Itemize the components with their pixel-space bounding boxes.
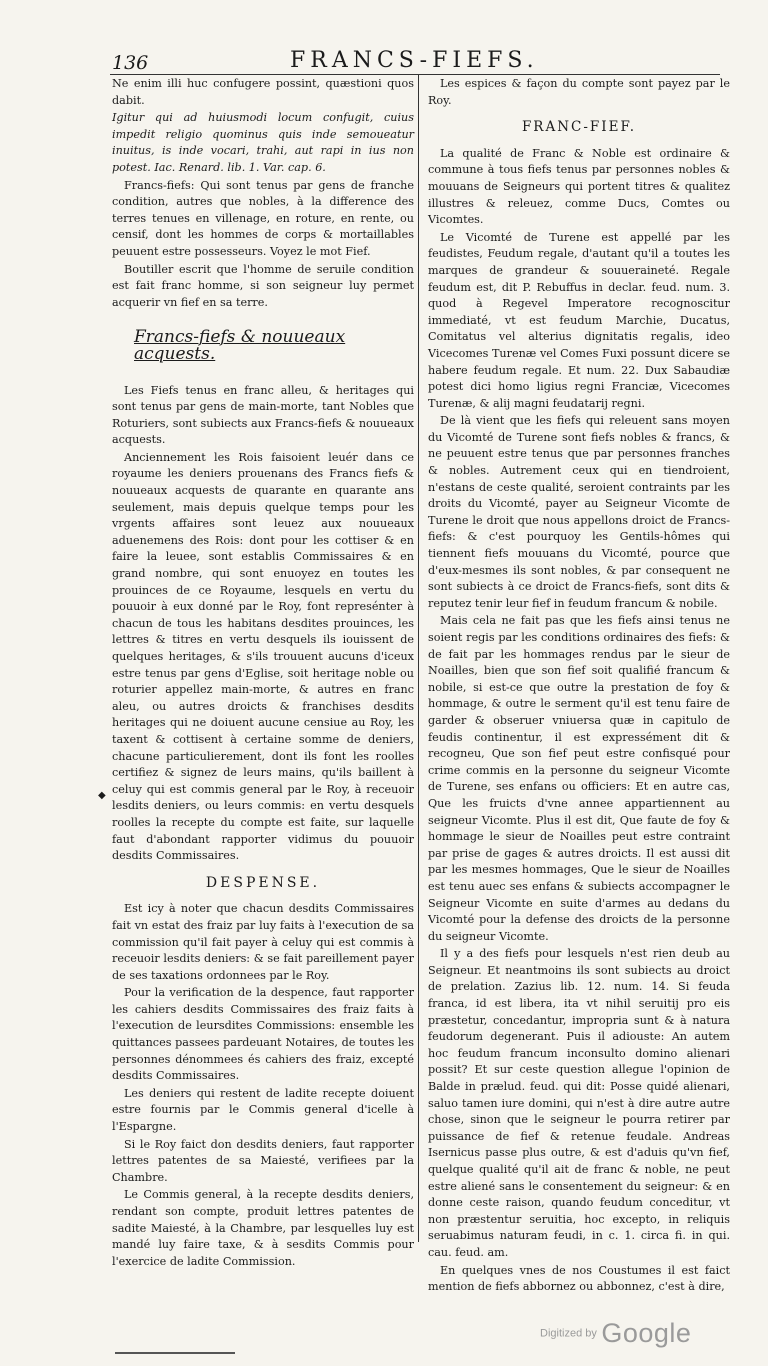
header-rule: [110, 74, 720, 75]
right-section-heading: FRANC-FIEF.: [521, 119, 637, 136]
column-divider: [418, 74, 419, 1242]
left-paragraph: Anciennement les Rois faisoient leuér dans ce royaume les deniers prouenans des Francs fiefs & nouueaux acquests de quarante en quarante ans seulement, mais depuis quelque temps pour les vrgents affaires sont leuez aux nouueaux aduenemens des Rois: dont pour les cottiser & en faire la leuee, sont establis Commissaires & en grand nombre, qui sont enuoyez en toutes les prouinces de ce Royaume, lesquels en vertu du pouuoir à eux donné par le Roy, font represénter à chacun de tous les habitans desdites prouinces, les lettres & titres en vertu desquels ils iouissent de quelques heritages, & s'ils trouuent aucuns d'iceux estre tenus par gens d'Eglise, soit heritage noble ou roturier appellez main-morte, & autres en franc aleu, ou autres droicts & franchises desdits heritages qui ne doiuent aucune censiue au Roy, les taxent & cottisent à certaine somme de deniers, chacune particulierement, dont ils font les roolles certifiez & signez de leurs mains, qu'ils baillent à celuy qui est commis general par le Roy, à receuoir lesdits deniers, ou leurs commis: en vertu desquels roolles la recepte du compte est faite, sur laquelle faut d'abondant rapporter vidimus du pouuoir desdits Commissaires.: [112, 450, 414, 863]
left-paragraph: Pour la verification de la despence, faut rapporter les cahiers desdits Commissaires des fraiz faits à l'execution de leursdites Commissions: ensemble les quittances passees pardeuant Notaires, de toutes les personnes dénommees és cahiers des fraiz, excepté desdits Commissaires.: [112, 986, 414, 1083]
left-section-heading: DESPENSE.: [205, 874, 321, 891]
right-paragraph: Les espices & façon du compte sont payez par le Roy.: [428, 77, 730, 107]
google-logo: Google: [601, 1318, 692, 1348]
left-paragraph: Ne enim illi huc confugere possint, quæstioni quos dabit.: [112, 77, 414, 107]
right-paragraph: En quelques vnes de nos Coustumes il est faict mention de fiefs abbornez ou abbonnez, c'est à dire,: [428, 1263, 730, 1294]
right-paragraph: La qualité de Franc & Noble est ordinaire & commune à tous fiefs tenus par personnes nobles & mouuans de Seigneurs qui portent titres & qualitez illustres & releuez, comme Ducs, Comtes ou Vicomtes.: [428, 146, 730, 227]
right-column: [428, 76, 730, 1297]
left-section-heading: Francs-fiefs & nouueaux acquests.: [134, 327, 346, 364]
right-paragraph: Le Vicomté de Turene est appellé par les feudistes, Feudum regale, d'autant qu'il a toutes les marques de grandeur & souueraineté. Regale feudum est, dit P. Rebuffus in declar. feud. num. 3. quod à Regevel Imperatore recognoscitur immediaté, vt est feudum Marchie, Ducatus, Comitatus vel alterius dignitatis regalis, ideo Vicecomes Turenæ vel Comes Fuxi possunt dicere se habere feudum regale. Et num. 22. Dux Sabaudiæ potest dici homo ligius regni Franciæ, Vicecomes Turenæ, & alij magni feudatarij regni.: [428, 230, 730, 410]
watermark-prefix: Digitized by: [540, 1327, 597, 1340]
bottom-rule: [115, 1352, 235, 1354]
running-title: FRANCS-FIEFS.: [290, 48, 539, 73]
left-paragraph: Si le Roy faict don desdits deniers, faut rapporter lettres patentes de sa Maiesté, verifiees par la Chambre.: [112, 1137, 414, 1184]
right-paragraph: Il y a des fiefs pour lesquels n'est rien deub au Seigneur. Et neantmoins ils sont subiects au droict de prelation. Zazius lib. 12. num. 14. Si feuda franca, id est libera, ita vt nihil seruitij pro eis præstetur, concedantur, impropria sunt & à natura feudorum degenerant. Puis il adiouste: An autem hoc feudum francum inconsulto domino alienari possit? Et sur ceste question allegue l'opinion de Balde in prælud. feud. qui dit: Posse quidé alienari, saluo tamen iure domini, qui n'est à dire autre autre chose, sinon que le seigneur le pourra retirer par puissance de fief & retenue feudale. Andreas Isernicus passe plus outre, & est d'aduis qu'vn fief, quelque qualité qu'il ait de franc & noble, ne peut estre aliené sans le consentement du seigneur: & en donne ceste raison, quando feudum conceditur, vt non præstentur seruitia, hoc excepto, in reliquis seruabimus naturam feudi, in c. 1. circa fi. in qui. cau. feud. am.: [428, 947, 730, 1259]
page-number: 136: [112, 52, 149, 74]
right-paragraph: Mais cela ne fait pas que les fiefs ainsi tenus ne soient regis par les conditions ordinaires des fiefs: & de fait par les hommages rendus par le sieur de Noailles, bien que son fief soit qualifié francum & nobile, si est-ce que outre la prestation de foy & hommage, & outre le serment qu'il est tenu faire de garder & obseruer vniuersa quæ in capitulo de feudis continentur, il est expressément dit & recogneu, Que son fief peut estre confisqué pour crime commis en la personne du seigneur Vicomte de Turene, ses enfans ou officiers: Et en autre cas, Que les fruicts d'vne annee appartiennent au seigneur Vicomte. Plus il est dit, Que faute de foy & hommage le sieur de Noailles peut estre contraint par prise de gages & autres droicts. Il est aussi dit par les mesmes hommages, Que le sieur de Noailles est tenu auec ses enfans & subiects accompagner le Seigneur Vicomte en suite d'armes au dedans du Vicomté pour la defense des droicts de la personne du seigneur Vicomte.: [428, 614, 730, 943]
digitized-by-google-watermark: [540, 1318, 691, 1349]
left-paragraph: Igitur qui ad huiusmodi locum confugit, cuius impedit religio quominus quis inde semoueatur inuitus, is inde vocari, trahi, aut rapi in ius non potest. Iac. Renard. lib. 1. Var. cap. 6.: [112, 111, 414, 174]
left-paragraph: Est icy à noter que chacun desdits Commissaires fait vn estat des fraiz par luy faits à l'execution de sa commission qu'il fait payer à celuy qui est commis à receuoir lesdits deniers: & se fait pareillement payer de ses taxations ordonnees par le Roy.: [112, 902, 414, 982]
left-paragraph: Francs-fiefs: Qui sont tenus par gens de franche condition, autres que nobles, à la difference des terres tenues en villenage, en roture, en rente, ou censif, dont les hommes de corps & mortaillables peuuent estre possesseurs. Voyez le mot Fief.: [112, 178, 414, 258]
right-paragraph: De là vient que les fiefs qui releuent sans moyen du Vicomté de Turene sont fiefs nobles & francs, & ne peuuent estre tenus que par personnes franches & nobles. Autrement ceux qui en tiendroient, n'estans de ceste qualité, seroient contraints par les droits du Vicomté, payer au Seigneur Vicomte de Turene le droit que nous appellons droict de Francs-fiefs: & c'est pourquoy les Gentils-hômes qui tiennent fiefs mouuans du Vicomté, pource que d'eux-mesmes ils sont nobles, & par consequent ne sont subiects à ce droict de Francs-fiefs, sont dits & reputez tenir leur fief in feudum francum & nobile.: [428, 414, 730, 610]
left-paragraph: Le Commis general, à la recepte desdits deniers, rendant son compte, produit lettres patentes de sadite Maiesté, à la Chambre, par lesquelles luy est mandé luy faire taxe, & à sesdits Commis pour l'exercice de ladite Commission.: [112, 1188, 414, 1268]
left-paragraph: Les Fiefs tenus en franc alleu, & heritages qui sont tenus par gens de main-morte, tant Nobles que Roturiers, sont subiects aux Francs-fiefs & nouueaux acquests.: [112, 383, 414, 447]
left-column: [112, 76, 414, 1271]
left-paragraph: Les deniers qui restent de ladite recepte doiuent estre fournis par le Commis general d'icelle à l'Espargne.: [112, 1086, 414, 1134]
margin-mark: ◆: [98, 790, 106, 801]
left-paragraph: Boutiller escrit que l'homme de seruile condition est fait franc homme, si son seigneur luy permet acquerir vn fief en sa terre.: [112, 262, 414, 309]
